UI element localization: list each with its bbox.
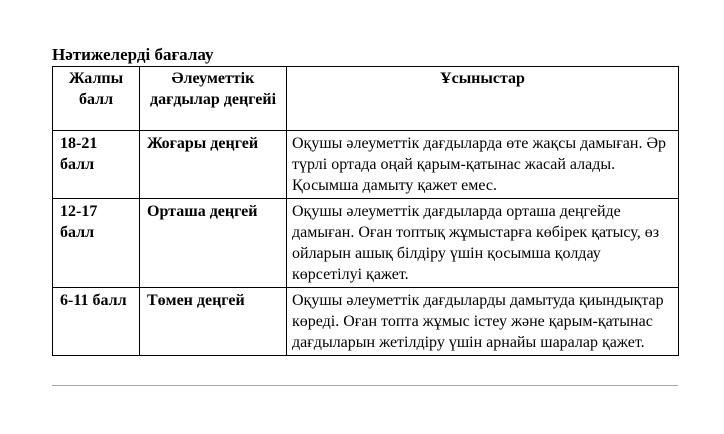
table-row	[53, 288, 679, 356]
header-skill-level: Әлеуметтік дағдылар деңгейі	[140, 67, 287, 131]
row-level: Жоғары деңгей	[140, 131, 287, 199]
table-row	[53, 199, 679, 288]
row-level: Төмен деңгей	[140, 288, 287, 356]
row-recommendation: Оқушы әлеуметтік дағдыларды дамытуда қиындықтар көреді. Оған топта жұмыс істеу және қарым-қатынас дағдыларын жетілдіру үшін арнайы шаралар қажет.	[287, 288, 679, 356]
row-recommendation: Оқушы әлеуметтік дағдыларда өте жақсы дамыған. Әр түрлі ортада оңай қарым-қатынас жасай алады. Қосымша дамыту қажет емес.	[287, 131, 679, 199]
results-table	[52, 66, 679, 356]
row-score: 6-11 балл	[53, 288, 140, 356]
document-body	[52, 44, 678, 356]
header-recommendations: Ұсыныстар	[287, 67, 679, 131]
table-header-row	[53, 67, 679, 131]
header-total-score: Жалпы балл	[53, 67, 140, 131]
row-level: Орташа деңгей	[140, 199, 287, 288]
section-title: Нәтижелерді бағалау	[52, 45, 214, 64]
table-row	[53, 131, 679, 199]
row-score: 18-21 балл	[53, 131, 140, 199]
row-recommendation: Оқушы әлеуметтік дағдыларда орташа деңгейде дамыған. Оған топтық жұмыстарға көбірек қатысу, өз ойларын ашық білдіру үшін қосымша қолдау көрсетілуі қажет.	[287, 199, 679, 288]
row-score: 12-17 балл	[53, 199, 140, 288]
footer-divider	[52, 385, 678, 386]
